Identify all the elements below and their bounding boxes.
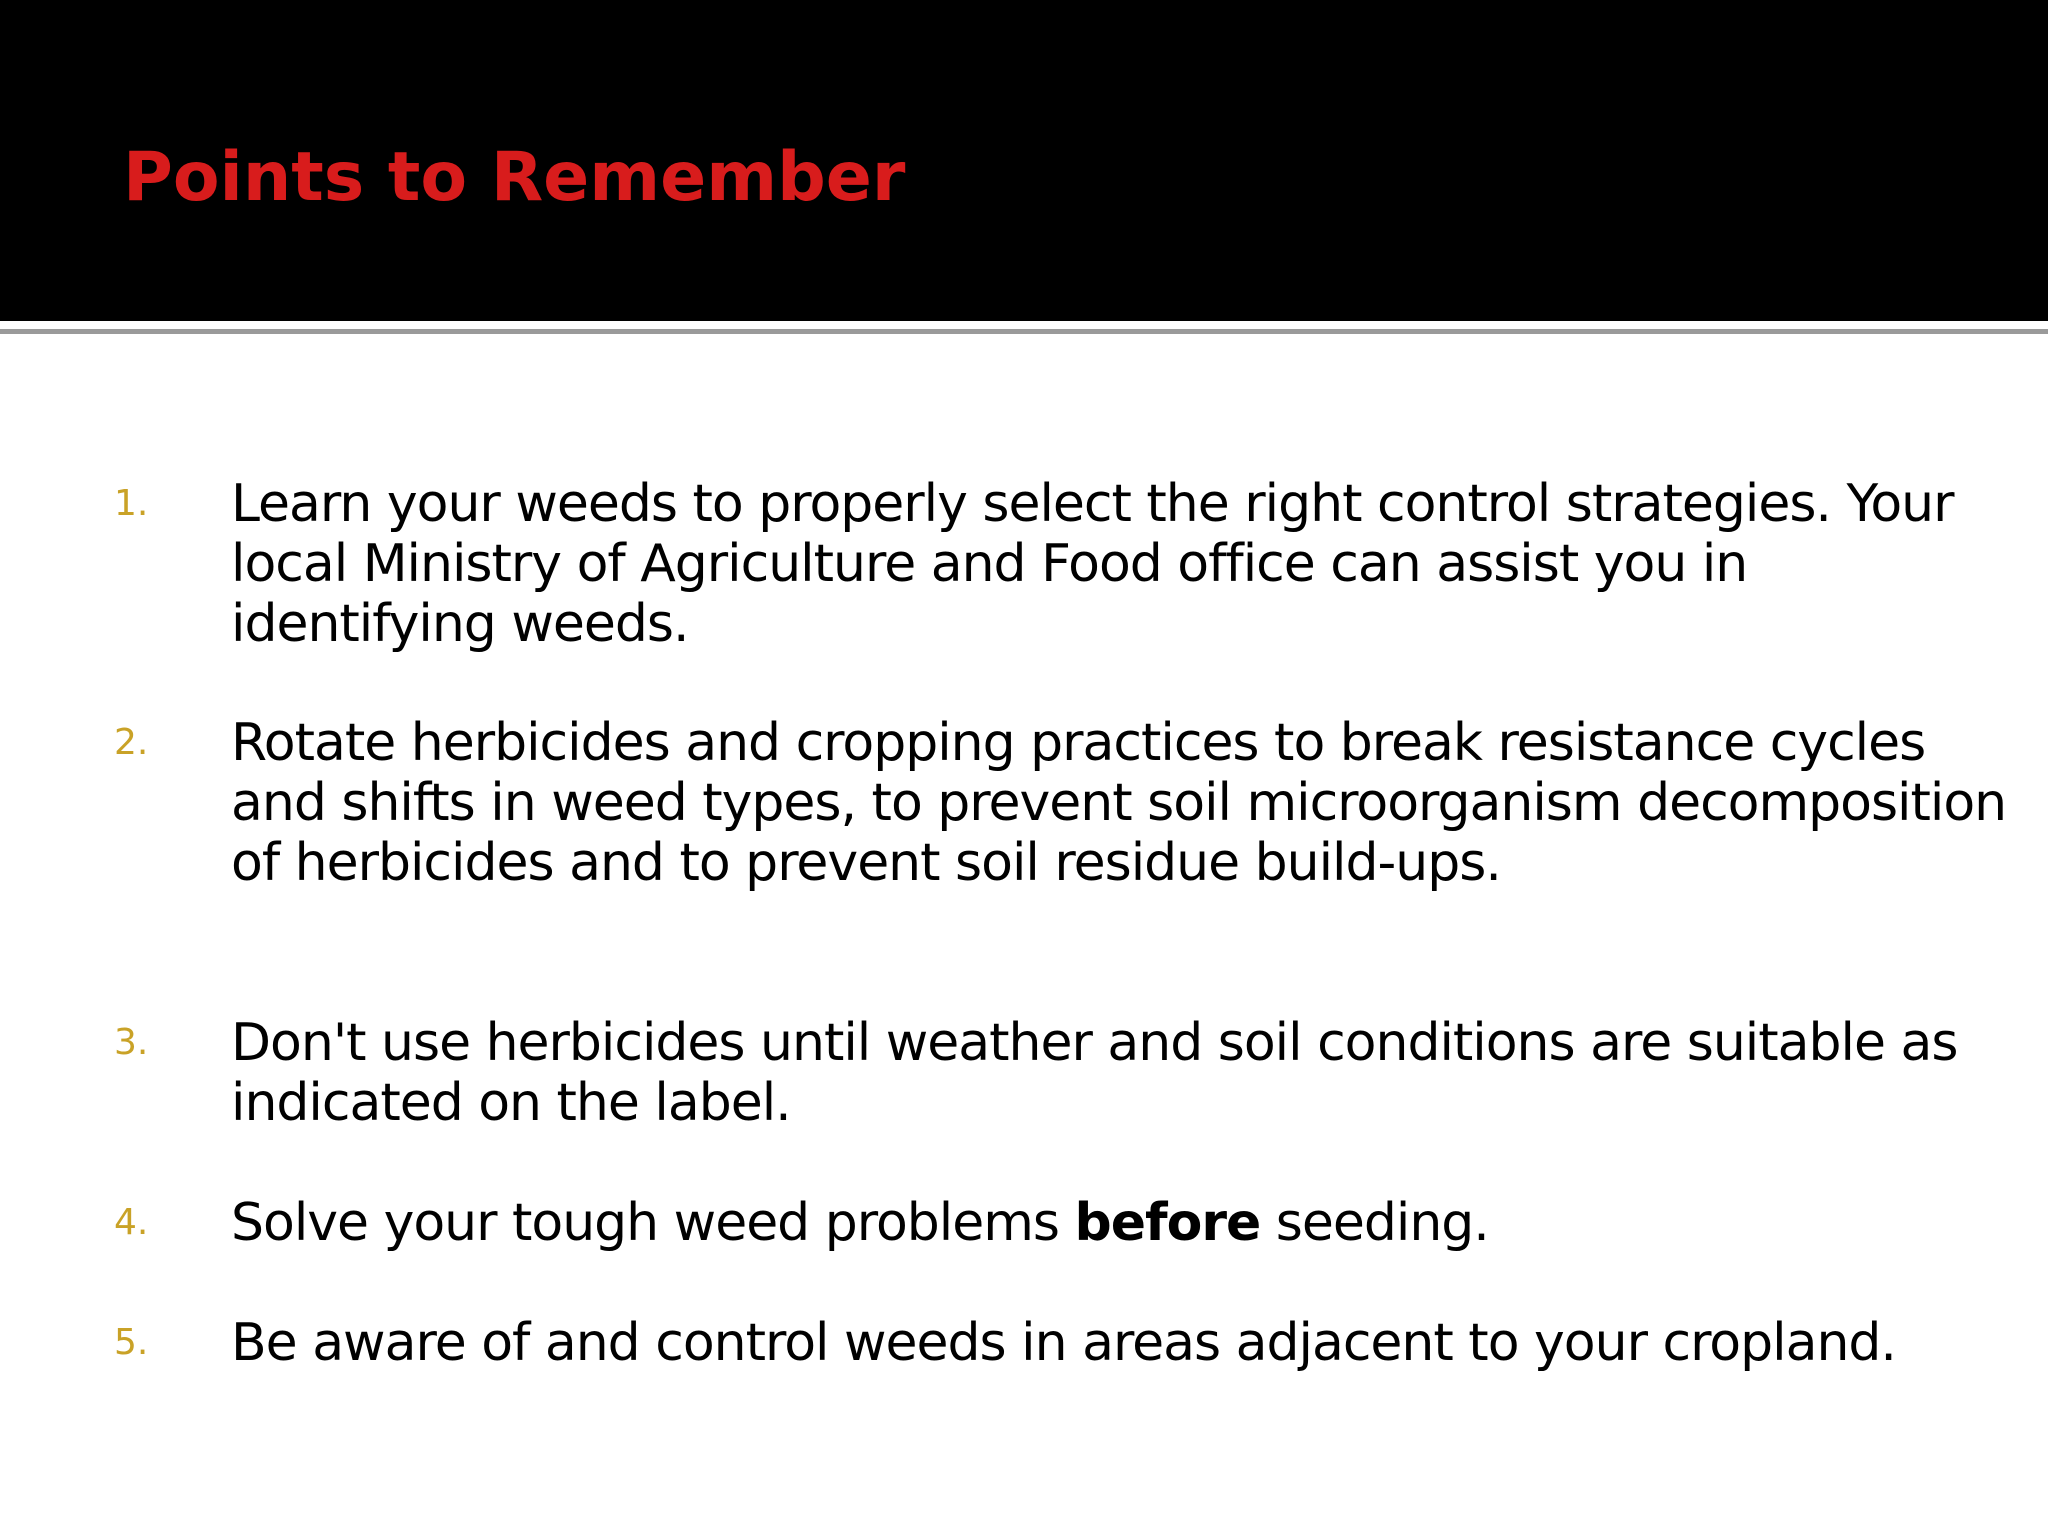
list-item-text-start: Solve your tough weed problems [231,1193,1075,1253]
list-item-text: Rotate herbicides and cropping practices to break resistance cycles and shifts in weed types, to prevent soil microorganism decomposition of herbicides and to prevent soil residue build-ups. [231,713,2007,893]
list-item-number: 2. [114,722,149,763]
slide-title: Points to Remember [123,138,906,217]
list-item-text: Learn your weeds to properly select the right control strategies. Your local Ministry of Agriculture and Food office can assist you in identifying weeds. [231,474,1954,654]
list-item-text-end: seeding. [1260,1193,1489,1253]
list-item-text: Don't use herbicides until weather and soil conditions are suitable as indicated on the label. [231,1013,1958,1133]
list-item-text: Be aware of and control weeds in areas adjacent to your cropland. [231,1313,1896,1373]
list-item-number: 4. [114,1202,149,1243]
emphasis-text: before [1074,1193,1261,1253]
list-item-text [231,1193,2021,1253]
list-item-number: 5. [114,1322,149,1363]
list-item-number: 3. [114,1022,149,1063]
list-item-number: 1. [114,483,149,524]
